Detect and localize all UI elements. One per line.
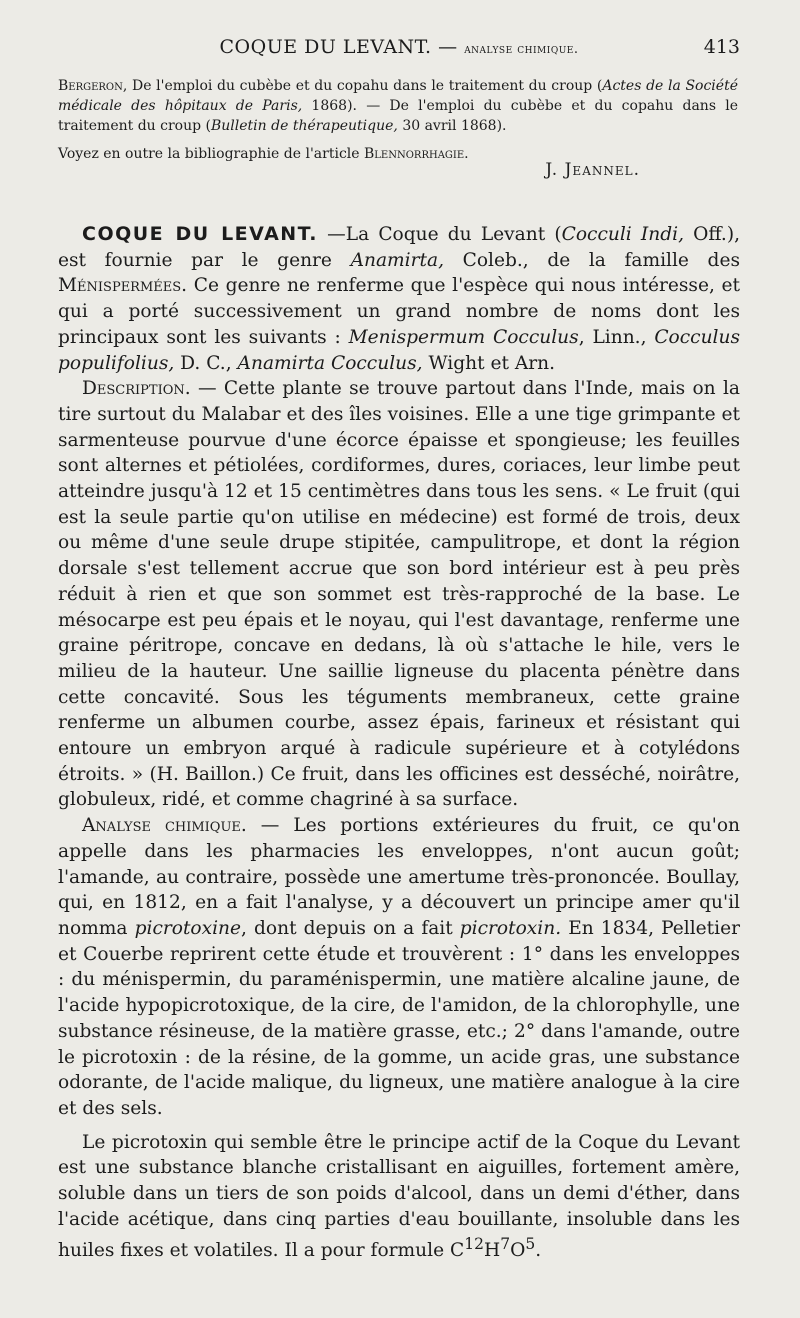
intro-anamirta: Anamirta, bbox=[350, 249, 444, 271]
formula-c: C bbox=[450, 1240, 465, 1262]
formula-end: . bbox=[535, 1240, 542, 1262]
author-signature: J. Jeannel. bbox=[545, 160, 640, 180]
intro-family: Ménispermées. bbox=[58, 275, 188, 297]
formula-o: O bbox=[510, 1240, 526, 1262]
article-body bbox=[58, 222, 740, 1264]
intro-text-3: Coleb., de la famille des bbox=[444, 249, 740, 271]
formula-h: H bbox=[483, 1240, 501, 1262]
analysis-paragraph bbox=[58, 813, 740, 1121]
intro-text-2: Off.), est fournie par le genre bbox=[58, 224, 741, 271]
bib-journal-2: Bulletin de thérapeutique, bbox=[211, 118, 398, 134]
picrotoxin-paragraph bbox=[58, 1130, 740, 1265]
analysis-picrotoxin: picrotoxin. bbox=[459, 917, 562, 939]
analysis-picrotoxine: picrotoxine bbox=[134, 917, 242, 939]
bib-author: Bergeron bbox=[58, 78, 123, 94]
intro-text-1: —La Coque du Levant ( bbox=[317, 224, 562, 245]
intro-text-6: D. C., bbox=[174, 352, 238, 374]
running-title-section: analyse chimique. bbox=[464, 42, 579, 57]
description-label: Description. bbox=[82, 378, 191, 400]
intro-name-2: Cocculus populifolius, bbox=[58, 326, 741, 374]
intro-text-4: Ce genre ne renferme que l'espèce qui nous intéresse, et qui a porté successivement un grand nombre de noms dont les principaux sont les suivants : bbox=[58, 275, 740, 348]
entry-title: COQUE DU LEVANT. bbox=[82, 223, 318, 245]
bibliography-entry bbox=[58, 76, 738, 136]
page-number: 413 bbox=[703, 36, 740, 58]
bib-journal-1: Actes de la Société médicale des hôpitaux de Paris, bbox=[58, 78, 738, 114]
intro-cocculi: Cocculi Indi, bbox=[561, 224, 684, 245]
entry-intro bbox=[58, 222, 740, 376]
running-title bbox=[58, 36, 740, 58]
description-paragraph bbox=[58, 376, 740, 813]
formula-h-sup: 7 bbox=[500, 1235, 511, 1254]
intro-name-3: Anamirta Cocculus, bbox=[237, 352, 423, 374]
intro-name-1: Menispermum Cocculus bbox=[348, 326, 579, 348]
see-also-text: Voyez en outre la bibliographie de l'article bbox=[58, 146, 364, 162]
analysis-text-3: En 1834, Pelletier et Couerbe reprirent cette étude et trouvèrent : 1° dans les enveloppes : du ménispermin, du paraménispermin, une matière alcaline jaune, de l'acide hypopicrotoxique, de la cire, de l'amidon, de la chlorophylle, une substance résineuse, de la matière grasse, etc.; 2° dans l'amande, outre le picrotoxin : de la résine, de la gomme, un acide gras, une substance odorante, de l'acide malique, du ligneux, une matière analogue à la cire et des sels. bbox=[58, 917, 740, 1119]
description-text: — Cette plante se trouve partout dans l'Inde, mais on la tire surtout du Malabar et des îles voisines. Elle a une tige grimpante et sarmenteuse pourvue d'une écorce épaisse et spongieuse; les feuilles sont alternes et pétiolées, cordiformes, dures, coriaces, leur limbe peut atteindre jusqu'à 12 et 15 centimètres dans tous les sens. « Le fruit (qui est la seule partie qu'on utilise en médecine) est formé de trois, deux ou même d'une seule drupe stipitée, campulitrope, et dont la région dorsale s'est tellement accrue que son bord intérieur est à peu près réduit à rien et que son sommet est très-rapproché de la base. Le mésocarpe est peu épais et le noyau, qui l'est davantage, renferme une graine péritrope, concave en dedans, là où s'attache le hile, vers le milieu de la hauteur. Une saillie ligneuse du placenta pénètre dans cette concavité. Sous les téguments membraneux, cette graine renferme un albumen courbe, assez épais, farineux et résistant qui entoure un embryon arqué à radicule supérieure et à cotylédons étroits. » (H. Baillon.) Ce fruit, dans les officines est desséché, noirâtre, globuleux, ridé, et comme chagriné à sa surface. bbox=[58, 378, 740, 811]
bib-text-3: 30 avril 1868). bbox=[397, 118, 507, 134]
picrotoxin-text: Le picrotoxin qui semble être le principe actif de la Coque du Levant est une substance blanche cristallisant en aiguilles, fortement amère, soluble dans un tiers de son poids d'alcool, dans un demi d'éther, dans l'acide acétique, dans cinq parties d'eau bouillante, insoluble dans les huiles fixes et volatiles. Il a pour formule bbox=[58, 1131, 740, 1262]
formula-o-sup: 5 bbox=[525, 1235, 536, 1254]
bib-text-2: 1868). — De l'emploi du cubèbe et du copahu dans le traitement du croup ( bbox=[58, 98, 738, 134]
intro-text-5: , Linn., bbox=[578, 326, 655, 348]
running-title-main: COQUE DU LEVANT. bbox=[219, 36, 432, 58]
see-also-ref: Blennorrhagie. bbox=[364, 146, 469, 162]
analysis-text-2: , dont depuis on a fait bbox=[241, 917, 460, 939]
analysis-label: Analyse chimique. bbox=[82, 815, 247, 837]
running-title-dash: — bbox=[438, 36, 458, 58]
bib-text-1: , De l'emploi du cubèbe et du copahu dans le traitement du croup ( bbox=[122, 78, 603, 94]
running-head bbox=[58, 36, 740, 66]
formula-c-sup: 12 bbox=[464, 1235, 484, 1254]
intro-text-7: Wight et Arn. bbox=[422, 352, 556, 374]
analysis-text-1: — Les portions extérieures du fruit, ce qu'on appelle dans les pharmacies les enveloppes, n'ont aucun goût; l'amande, au contraire, possède une amertume très-prononcée. Boullay, qui, en 1812, en a fait l'analyse, y a découvert un principe amer qu'il nomma bbox=[58, 815, 740, 939]
